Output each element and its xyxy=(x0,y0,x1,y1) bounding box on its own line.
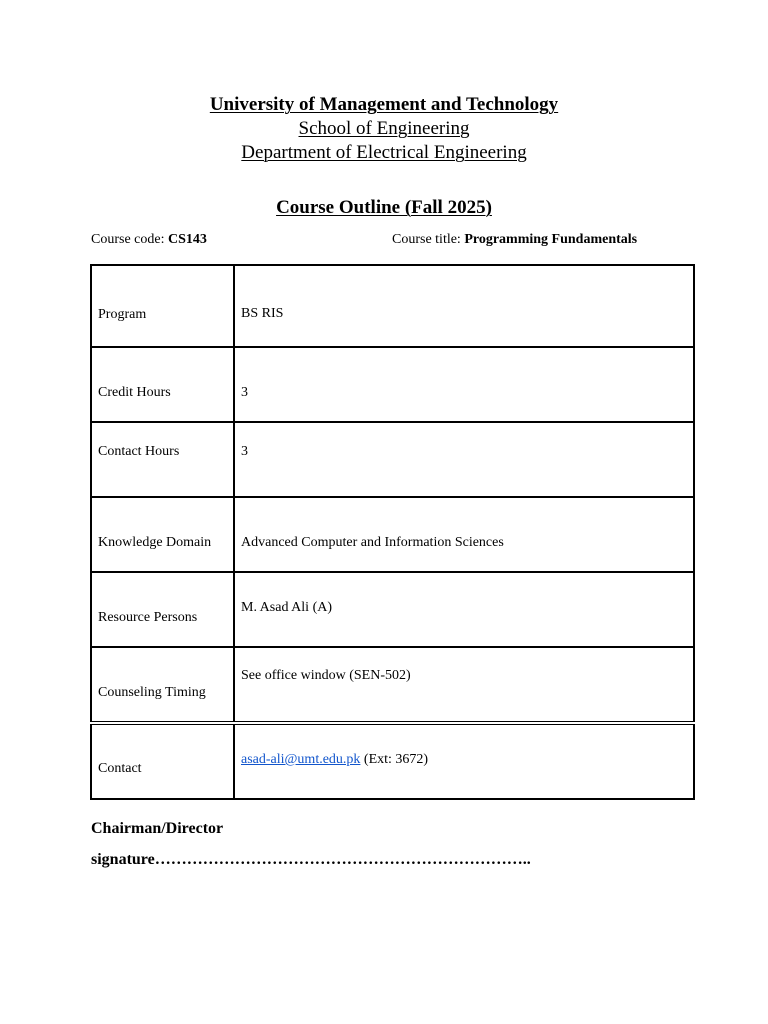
resource-persons-value-cell xyxy=(234,572,694,647)
table-row-counseling-timing xyxy=(91,647,694,723)
table-row-contact-hours xyxy=(91,422,694,497)
table-row-knowledge-domain xyxy=(91,497,694,572)
program-label: Program xyxy=(98,307,147,322)
contact-hours-value: 3 xyxy=(241,444,248,459)
program-value-cell xyxy=(234,265,694,347)
table-row-resource-persons xyxy=(91,572,694,647)
contact-value xyxy=(241,752,428,768)
credit-hours-label-cell xyxy=(91,347,234,422)
contact-label-cell xyxy=(91,723,234,799)
chairman-director-label: Chairman/Director xyxy=(91,820,224,837)
counseling-timing-label: Counseling Timing xyxy=(98,685,206,700)
resource-persons-label: Resource Persons xyxy=(98,610,198,625)
resource-persons-label-cell xyxy=(91,572,234,647)
contact-hours-label-cell xyxy=(91,422,234,497)
course-info-table xyxy=(90,264,695,800)
contact-email-link[interactable]: asad-ali@umt.edu.pk xyxy=(241,752,361,767)
knowledge-domain-value-cell xyxy=(234,497,694,572)
course-title-value: Programming Fundamentals xyxy=(464,232,638,247)
table-row-credit-hours xyxy=(91,347,694,422)
course-outline-title: Course Outline (Fall 2025) xyxy=(276,197,492,218)
resource-persons-value: M. Asad Ali (A) xyxy=(241,600,332,615)
counseling-timing-value-cell xyxy=(234,647,694,723)
credit-hours-value-cell xyxy=(234,347,694,422)
contact-label: Contact xyxy=(98,761,142,776)
table-row-contact xyxy=(91,723,694,799)
contact-hours-label: Contact Hours xyxy=(98,444,180,459)
table-row-program xyxy=(91,265,694,347)
school-name: School of Engineering xyxy=(298,118,470,139)
counseling-timing-value: See office window (SEN-502) xyxy=(241,668,411,683)
knowledge-domain-value: Advanced Computer and Information Sciences xyxy=(241,535,504,550)
course-title-line xyxy=(392,232,637,248)
university-name: University of Management and Technology xyxy=(209,94,559,115)
counseling-timing-label-cell xyxy=(91,647,234,723)
contact-hours-value-cell xyxy=(234,422,694,497)
department-name: Department of Electrical Engineering xyxy=(241,142,527,163)
course-code-value: CS143 xyxy=(167,232,207,247)
contact-extension: (Ext: 3672) xyxy=(360,752,429,767)
contact-value-cell xyxy=(234,723,694,799)
program-label-cell xyxy=(91,265,234,347)
course-code-line xyxy=(91,232,207,248)
course-title-label: Course title: xyxy=(392,232,465,247)
signature-line: signature…………………………………………………………….. xyxy=(91,851,531,868)
program-value: BS RIS xyxy=(241,306,284,321)
knowledge-domain-label-cell xyxy=(91,497,234,572)
knowledge-domain-label: Knowledge Domain xyxy=(98,535,212,550)
credit-hours-value: 3 xyxy=(241,385,248,400)
credit-hours-label: Credit Hours xyxy=(98,385,171,400)
course-code-label: Course code: xyxy=(91,232,168,247)
